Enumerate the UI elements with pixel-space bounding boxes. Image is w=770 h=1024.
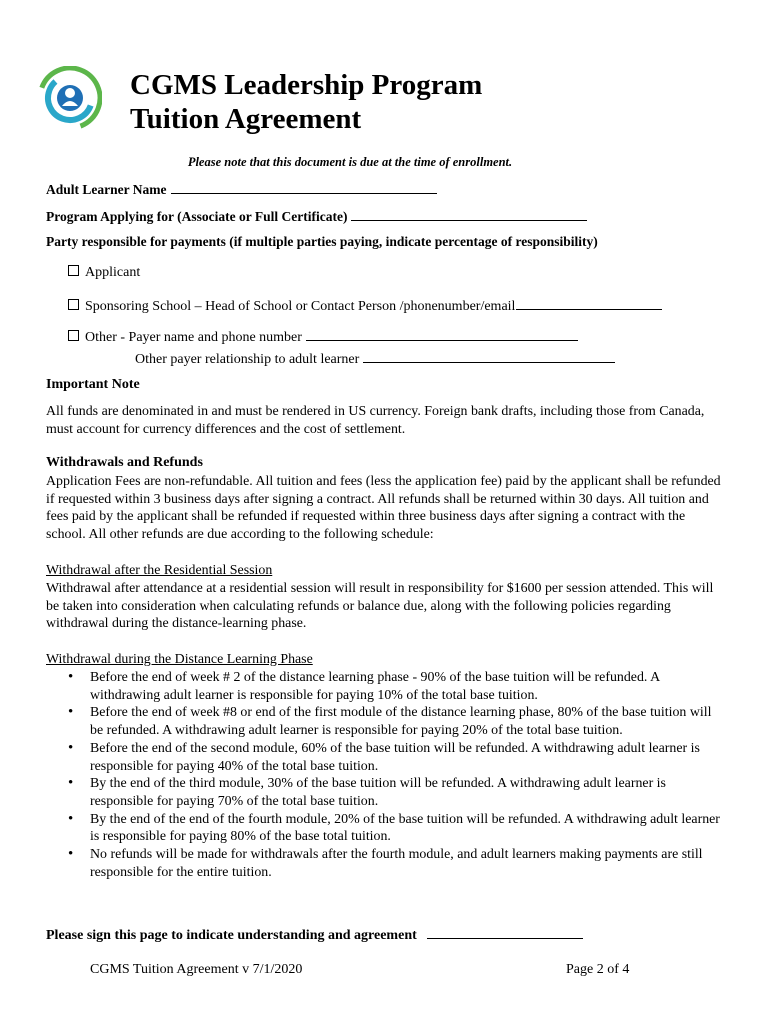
footer-page-number: Page 2 of 4 [566, 962, 630, 977]
other-payer-line[interactable] [306, 328, 578, 341]
adult-learner-name-field[interactable] [46, 181, 437, 198]
other-relationship-label: Other payer relationship to adult learner [135, 352, 360, 367]
page-title [130, 68, 482, 136]
title-line-2: Tuition Agreement [130, 103, 362, 135]
option-applicant[interactable] [68, 265, 140, 281]
other-label: Other - Payer name and phone number [85, 330, 302, 345]
sponsoring-school-checkbox[interactable] [68, 299, 79, 310]
applicant-label: Applicant [85, 265, 141, 280]
important-note-heading: Important Note [46, 377, 140, 392]
list-item: • Before the end of week #8 or end of the first module of the distance learning phase, 80% of the base tuition will be refunded. A withdrawing adult learner is responsible for paying 20% of the total base tuition. [66, 704, 726, 739]
important-note-text: All funds are denominated in and must be rendered in US currency. Foreign bank drafts, including those from Canada, must account for currency differences and the cost of settlement. [46, 404, 705, 437]
signature-line[interactable] [427, 926, 583, 939]
cgms-logo-icon [38, 66, 102, 130]
program-applying-line[interactable] [351, 208, 587, 221]
adult-learner-name-label: Adult Learner Name [46, 182, 167, 197]
applicant-checkbox[interactable] [68, 265, 79, 276]
distance-bullet-list [66, 669, 726, 881]
list-item: • No refunds will be made for withdrawals after the fourth module, and adult learners making payments are still responsible for the entire tuition. [66, 846, 726, 881]
residential-text: Withdrawal after attendance at a residential session will result in responsibility for $1600 per session attended. This will be taken into consideration when calculating refunds or balance due, along with the following policies regarding withdrawal during the distance-learning phase. [46, 581, 714, 632]
option-other[interactable] [68, 328, 578, 346]
adult-learner-name-line[interactable] [171, 181, 437, 194]
withdrawals-heading: Withdrawals and Refunds [46, 455, 203, 470]
signature-field[interactable] [46, 926, 583, 944]
other-checkbox[interactable] [68, 330, 79, 341]
option-sponsoring-school[interactable] [68, 297, 662, 315]
party-responsible-label: Party responsible for payments (if multiple parties paying, indicate percentage of responsibility) [46, 234, 598, 249]
footer-version: CGMS Tuition Agreement v 7/1/2020 [90, 962, 303, 977]
withdrawals-text: Application Fees are non-refundable. All tuition and fees (less the application fee) paid by the applicant shall be refunded if requested within 3 business days after signing a contract. All refunds shall be returned within 30 days. All tuition and fees paid by the applicant shall be refunded if requested within three business days after signing a contract with the school. All other refunds are due according to the following schedule: [46, 474, 721, 543]
sponsoring-school-line[interactable] [516, 297, 662, 310]
due-note: Please note that this document is due at the time of enrollment. [187, 155, 513, 169]
list-item: • Before the end of the second module, 60% of the base tuition will be refunded. A withdrawing adult learner is responsible for paying 40% of the total base tuition. [66, 740, 726, 775]
distance-heading: Withdrawal during the Distance Learning Phase [46, 652, 313, 667]
sponsoring-school-label: Sponsoring School – Head of School or Contact Person /phonenumber/email [85, 299, 516, 314]
signature-label: Please sign this page to indicate understanding and agreement [46, 928, 417, 943]
other-relationship-line[interactable] [363, 350, 615, 363]
list-item: • Before the end of week # 2 of the distance learning phase - 90% of the base tuition will be refunded. A withdrawing adult learner is responsible for paying 10% of the total base tuition. [66, 669, 726, 704]
list-item: • By the end of the third module, 30% of the base tuition will be refunded. A withdrawing adult learner is responsible for paying 70% of the total base tuition. [66, 775, 726, 810]
program-applying-label: Program Applying for (Associate or Full Certificate) [46, 209, 348, 224]
residential-heading: Withdrawal after the Residential Session [46, 563, 273, 578]
list-item: • By the end of the end of the fourth module, 20% of the base tuition will be refunded. A withdrawing adult learner is responsible for paying 80% of the base total tuition. [66, 811, 726, 846]
program-applying-field[interactable] [46, 208, 587, 225]
other-relationship-field[interactable] [135, 350, 615, 368]
title-line-1: CGMS Leadership Program [130, 69, 483, 101]
